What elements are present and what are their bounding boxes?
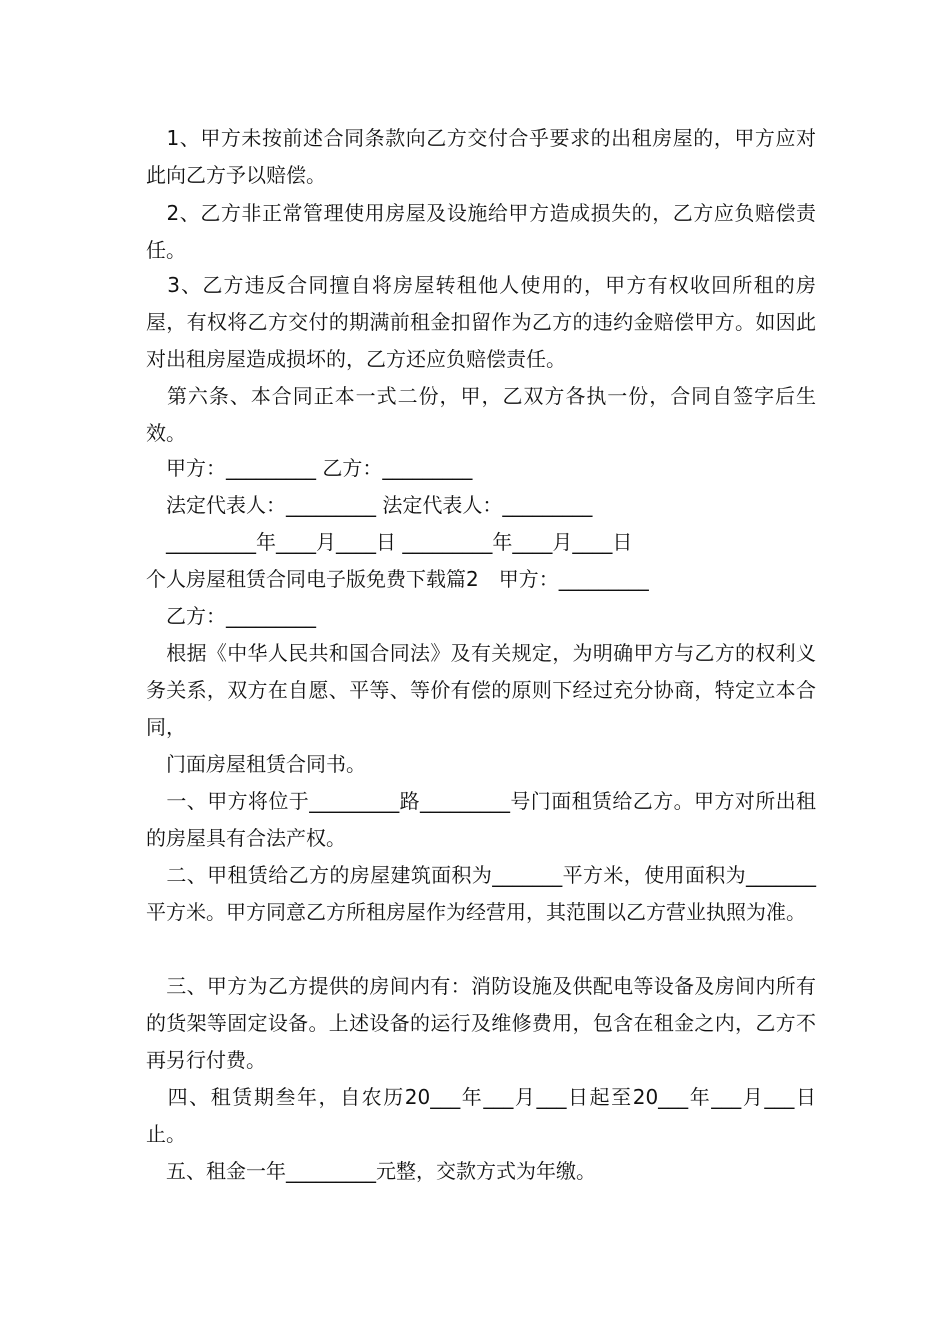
paragraph-clause-five: 五、租金一年_________元整，交款方式为年缴。	[146, 1159, 596, 1183]
paragraph-clause-3: 3、乙方违反合同擅自将房屋转租他人使用的，甲方有权收回所租的房屋，有权将乙方交付的期满前租金扣留作为乙方的违约金赔偿甲方。如因此对出租房屋造成损坏的，乙方还应负赔偿责任。	[146, 273, 816, 371]
signature-parties: 甲方：_________ 乙方：_________	[146, 456, 473, 480]
signature-dates: _________年____月____日 _________年____月____日	[146, 530, 633, 554]
paragraph-clause-2: 2、乙方非正常管理使用房屋及设施给甲方造成损失的，乙方应负赔偿责任。	[146, 201, 816, 262]
paragraph-clause-two: 二、甲租赁给乙方的房屋建筑面积为_______平方米，使用面积为_______平方米。甲方同意乙方所租房屋作为经营用，其范围以乙方营业执照为准。	[146, 863, 816, 924]
paragraph-clause-one: 一、甲方将位于_________路_________号门面租赁给乙方。甲方对所出租的房屋具有合法产权。	[146, 789, 816, 850]
section-heading-2: 个人房屋租赁合同电子版免费下载篇2 甲方：_________	[146, 567, 649, 591]
paragraph-clause-1: 1、甲方未按前述合同条款向乙方交付合乎要求的出租房屋的，甲方应对此向乙方予以赔偿。	[146, 126, 816, 187]
signature-representatives: 法定代表人：_________ 法定代表人：_________	[146, 493, 593, 517]
paragraph-clause-three: 三、甲方为乙方提供的房间内有：消防设施及供配电等设备及房间内所有的货架等固定设备。上述设备的运行及维修费用，包含在租金之内，乙方不再另行付费。	[146, 974, 816, 1072]
paragraph-article-6: 第六条、本合同正本一式二份，甲，乙双方各执一份，合同自签字后生效。	[146, 384, 816, 445]
paragraph-clause-four: 四、租赁期叁年，自农历20___年___月___日起至20___年___月___日止。	[146, 1085, 816, 1146]
party-b-line: 乙方：_________	[146, 604, 316, 628]
paragraph-preamble: 根据《中华人民共和国合同法》及有关规定，为明确甲方与乙方的权利义务关系，双方在自愿、平等、等价有偿的原则下经过充分协商，特定立本合同，	[146, 641, 816, 739]
contract-title-line: 门面房屋租赁合同书。	[146, 752, 366, 776]
